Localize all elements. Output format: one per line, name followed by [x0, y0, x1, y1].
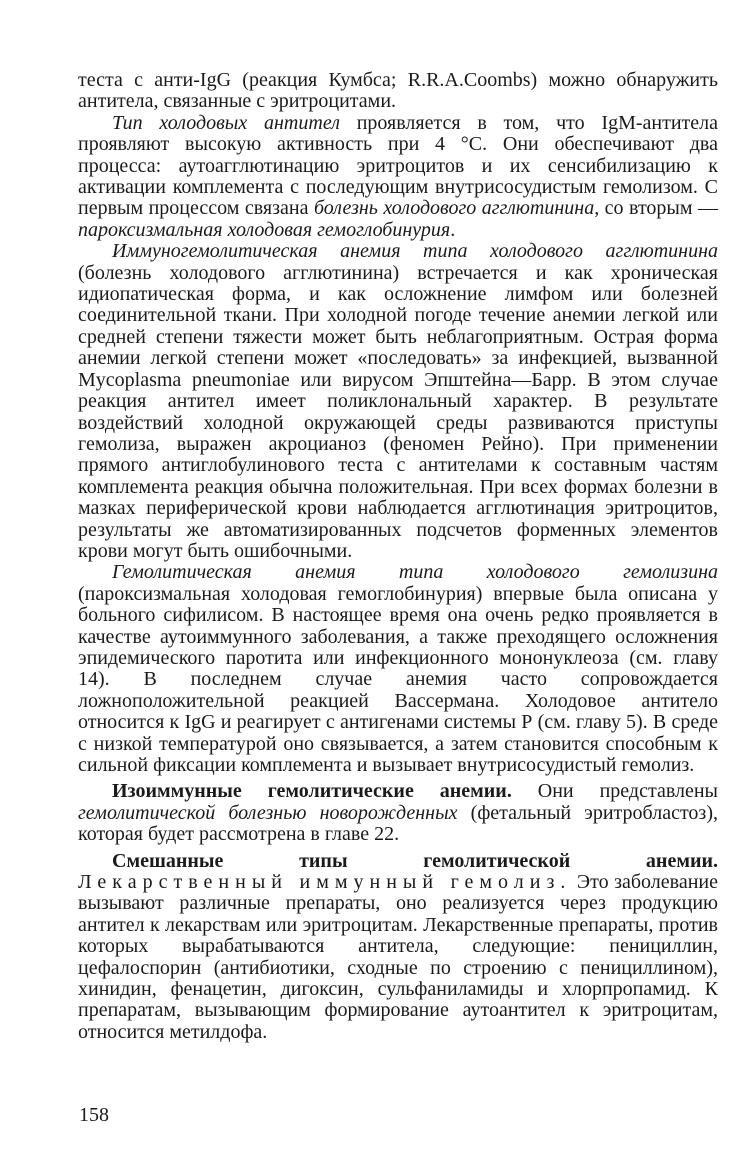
term-cold-antibody-type: Тип холодовых антител — [112, 111, 340, 134]
heading-isoimmune-anemias: Изоиммунные гемолитические анемии. — [112, 780, 512, 803]
page-number: 158 — [79, 1104, 109, 1126]
paragraph-text: , со вторым — — [594, 197, 718, 220]
paragraph-text: Они представлены — [511, 780, 718, 803]
paragraph-text: (фетальный эритробластоз), которая будет рассмотрена в главе 22. — [78, 801, 718, 846]
paragraph-cold-agglutinin-anemia — [78, 241, 718, 562]
paragraph-text: Это заболевание вызывают различные препараты, оно реализуется через продукцию антител к лекарствам или эритроцитам. Лекарственные препараты, против которых вырабатываются антитела, следующие: пенициллин, цефалоспорин (антибиотики, сходные по строению с пенициллином), хинидин, фенацетин, дигоксин, сульфаниламиды и хлорпропамид. К препаратам, вызывающим формирование аутоантител к эритроцитам, относится метилдофа. — [78, 871, 718, 1043]
paragraph-text: (пароксизмальная холодовая гемоглобинурия) впервые была описана у больного сифилисом. В настоящее время она очень редко проявляется в качестве аутоиммунного заболевания, а также преходящего осложнения эпидемического паротита или инфекционного мононуклеоза (см. главу 14). В последнем случае анемия часто сопровождается ложноположительной реакцией Вассермана. Холодовое антитело относится к IgG и реагирует с антигенами системы Р (см. главу 5). В среде с низкой температурой оно связывается, а затем становится способным к сильной фиксации комплемента и вызывает внутрисосудистый гемолиз. — [78, 582, 718, 776]
paragraph-cold-hemolysin-anemia — [78, 562, 718, 776]
term-cold-hemolysin-anemia: Гемолитическая анемия типа холодового гемолизина — [112, 561, 718, 584]
page-body — [78, 70, 718, 1043]
paragraph-coombs-test — [78, 70, 718, 113]
term-cold-agglutinin-disease: болезнь холодового агглютинина — [313, 197, 595, 220]
paragraph-text: (болезнь холодового агглютинина) встречается и как хроническая идиопатическая форма, и как осложнение лимфом или болезней соединительной ткани. При холодной погоде течение анемии легкой или средней степени тяжести может быть неблагоприятным. Острая форма анемии легкой степени может «последовать» за инфекцией, вызванной Mycoplasma pneumoniae или вирусом Эпштейна—Барр. В этом случае реакция антител имеет поликлональный характер. В результате воздействий холодной окружающей среды развиваются приступы гемолиза, выражен акроцианоз (феномен Рейно). При применении прямого антиглобулинового теста с антителами к составным частям комплемента реакция обычна положительная. При всех формах болезни в мазках периферической крови наблюдается агглютинация эритроцитов, результаты же автоматизированных подсчетов форменных элементов крови могут быть ошибочными. — [78, 261, 718, 562]
paragraph-text: проявляется в том, что IgM-антитела проявляют высокую активность при 4 °С. Они обеспечивают два процесса: аутоагглютинацию эритроцитов и их сенсибилизацию к активации комплемента с последующим внутрисосудистым гемолизом. С первым процессом связана — [78, 111, 719, 220]
paragraph-text: теста с анти-IgG (реакция Кумбса; R.R.A.Coombs) можно обнаружить антитела, связанные с эритроцитами. — [78, 69, 718, 113]
term-paroxysmal-cold-hemoglobinuria: пароксизмальная холодовая гемоглобинурия — [78, 218, 451, 241]
heading-mixed-anemia-types: Смешанные типы гемолитической анемии. — [112, 849, 718, 872]
paragraph-mixed-anemia-types — [78, 851, 718, 1044]
paragraph-cold-antibodies — [78, 113, 718, 241]
paragraph-text: . — [450, 218, 456, 241]
paragraph-isoimmune-anemias — [78, 781, 718, 845]
term-drug-immune-hemolysis: Лекарственный иммунный гемолиз. — [78, 871, 572, 894]
term-immunohemolytic-anemia: Иммуногемолитическая анемия типа холодового агглютинина — [112, 240, 718, 263]
term-hemolytic-disease-newborn: гемолитической болезнью новорожденных — [78, 801, 458, 824]
